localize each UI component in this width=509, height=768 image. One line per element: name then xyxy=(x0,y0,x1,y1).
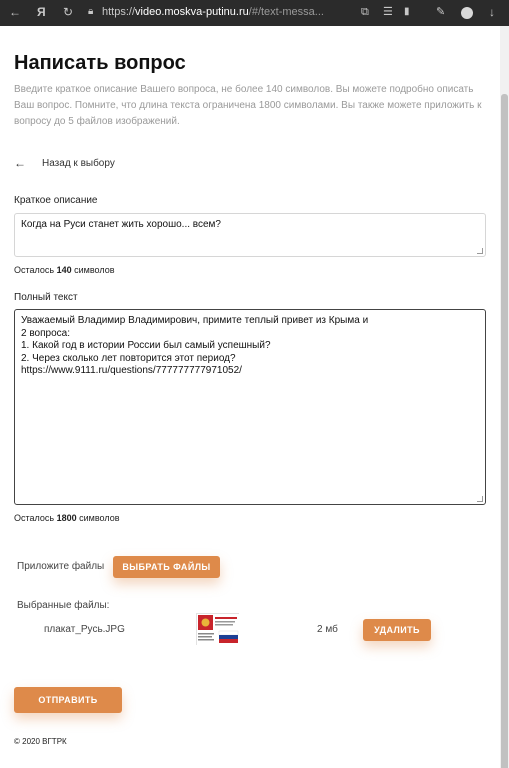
short-description-value: Когда на Руси станет жить хорошо... всем? xyxy=(21,219,221,230)
resize-handle-icon[interactable] xyxy=(477,248,483,254)
counter-prefix: Осталось xyxy=(14,265,55,275)
submit-button[interactable]: ОТПРАВИТЬ xyxy=(14,687,122,713)
back-link[interactable] xyxy=(14,156,115,170)
attach-files-label: Приложите файлы xyxy=(17,561,105,572)
back-arrow-icon[interactable]: ← xyxy=(9,5,21,19)
full-text-value: Уважаемый Владимир Владимирович, примите теплый привет из Крыма и 2 вопроса: 1. Какой год в истории России был самый успешный? 2. Через сколько лет повторится этот период? https://www.9111.ru/questions/777777777971052/ xyxy=(21,315,369,377)
url-host: video.moskva-putinu.ru xyxy=(135,6,249,18)
arrow-left-icon: ← xyxy=(14,156,26,170)
reload-icon[interactable]: ↻ xyxy=(63,5,74,19)
extension-icon[interactable]: ✎ xyxy=(436,6,446,18)
address-bar[interactable] xyxy=(102,6,324,18)
bookmark-icon[interactable]: ▮ xyxy=(404,6,410,17)
counter-value: 140 xyxy=(56,265,72,275)
page-scrollbar[interactable] xyxy=(500,26,509,768)
download-icon[interactable]: ↓ xyxy=(489,5,495,19)
resize-handle-icon[interactable] xyxy=(477,496,483,502)
reader-icon[interactable]: ☰ xyxy=(383,6,393,18)
short-description-counter xyxy=(14,265,114,275)
profile-icon[interactable] xyxy=(461,7,473,19)
short-description-field[interactable] xyxy=(14,213,486,257)
scrollbar-thumb[interactable] xyxy=(501,94,508,768)
browser-toolbar xyxy=(0,0,509,26)
file-thumbnail-image xyxy=(196,613,239,645)
counter-prefix: Осталось xyxy=(14,513,55,523)
full-text-counter xyxy=(14,513,119,523)
url-prefix: https:// xyxy=(102,6,136,18)
full-text-field[interactable] xyxy=(14,309,486,505)
short-description-label: Краткое описание xyxy=(14,195,98,206)
counter-suffix: символов xyxy=(74,265,115,275)
yandex-icon[interactable]: Я xyxy=(37,5,46,19)
page-title: Написать вопрос xyxy=(14,52,186,74)
file-name: плакат_Русь.JPG xyxy=(44,624,125,635)
counter-suffix: символов xyxy=(79,513,120,523)
counter-value: 1800 xyxy=(56,513,77,523)
file-size: 2 мб xyxy=(317,624,338,635)
back-link-label: Назад к выбору xyxy=(42,157,115,169)
chosen-files-label: Выбранные файлы: xyxy=(17,600,110,611)
url-path: /#/text-messa... xyxy=(248,6,324,18)
translate-icon[interactable]: ⧉ xyxy=(361,6,369,18)
footer-copyright: © 2020 ВГТРК xyxy=(14,737,67,746)
full-text-label: Полный текст xyxy=(14,292,78,303)
lock-icon: 🔒︎ xyxy=(88,6,94,17)
page-intro: Введите краткое описание Вашего вопроса, не более 140 символов. Вы можете подробно описать Ваш вопрос. Помните, что длина текста ограничена 1800 символами. Вы также можете приложить к вопросу до 5 файлов изображений. xyxy=(14,84,482,127)
choose-files-button[interactable]: ВЫБРАТЬ ФАЙЛЫ xyxy=(113,556,220,578)
delete-file-button[interactable]: УДАЛИТЬ xyxy=(363,619,431,641)
